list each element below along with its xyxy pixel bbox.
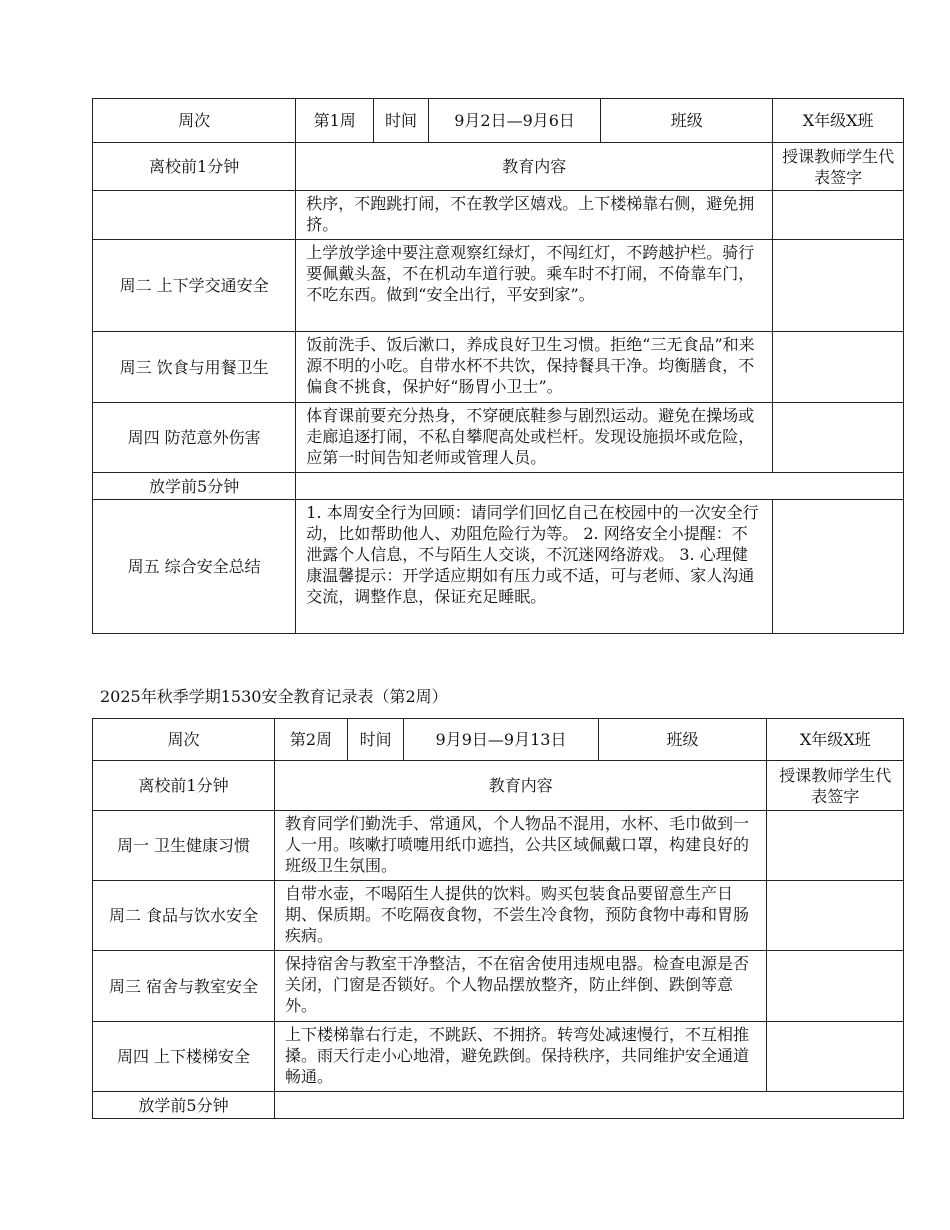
day-cell: 周四 防范意外伤害 [93,403,296,473]
signature-cell [773,240,904,332]
content-cell: 秩序，不跑跳打闹，不在教学区嬉戏。上下楼梯靠右侧，避免拥挤。 [296,191,773,240]
signature-cell [773,332,904,403]
table2-caption: 2025年秋季学期1530安全教育记录表（第2周） [100,687,448,706]
content-cell: 上学放学途中要注意观察红绿灯，不闯红灯，不跨越护栏。骑行要佩戴头盔，不在机动车道行驶。乘车时不打闹，不倚靠车门，不吃东西。做到“安全出行，平安到家”。 [296,240,773,332]
signature-header: 授课教师学生代表签字 [767,761,904,811]
content-cell: 上下楼梯靠右行走，不跳跃、不拥挤。转弯处减速慢行，不互相推搡。雨天行走小心地滑，避免跌倒。保持秩序，共同维护安全通道畅通。 [275,1022,767,1092]
content-cell: 教育同学们勤洗手、常通风，个人物品不混用，水杯、毛巾做到一人一用。咳嗽打喷嚏用纸巾遮挡，公共区域佩戴口罩，构建良好的班级卫生氛围。 [275,811,767,881]
content-cell: 1. 本周安全行为回顾：请同学们回忆自己在校园中的一次安全行动，比如帮助他人、劝阻危险行为等。 2. 网络安全小提醒：不泄露个人信息，不与陌生人交谈，不沉迷网络游戏。 3. 心理健康温馨提示：开学适应期如有压力或不适，可与老师、家人沟通交流，调整作息，保证充足睡眠。 [296,500,773,634]
subheader-row [93,761,904,811]
content-cell: 自带水壶，不喝陌生人提供的饮料。购买包装食品要留意生产日期、保质期。不吃隔夜食物，不尝生冷食物，预防食物中毒和胃肠疾病。 [275,881,767,951]
content-header: 教育内容 [296,143,773,191]
day-cell: 周三 饮食与用餐卫生 [93,332,296,403]
signature-cell [767,1022,904,1092]
week-value: 第1周 [296,99,374,143]
class-label: 班级 [598,719,767,761]
day-cell [93,191,296,240]
signature-cell [773,403,904,473]
safety-record-table-week2 [92,718,904,1119]
day-cell: 周五 综合安全总结 [93,500,296,634]
table-row [93,500,904,634]
table-row [93,403,904,473]
header-row [93,719,904,761]
before-leave-label: 离校前1分钟 [93,761,275,811]
table-row [93,811,904,881]
before-school-label: 放学前5分钟 [93,1092,275,1119]
day-cell: 周二 上下学交通安全 [93,240,296,332]
signature-cell [773,191,904,240]
time-label: 时间 [347,719,404,761]
class-value: X年级X班 [767,719,904,761]
time-value: 9月9日—9月13日 [404,719,598,761]
day-cell: 周一 卫生健康习惯 [93,811,275,881]
signature-cell [767,811,904,881]
header-row [93,99,904,143]
table-row [93,240,904,332]
before-school-empty [275,1092,904,1119]
week-label: 周次 [93,99,296,143]
safety-record-table-week1 [92,98,904,634]
before-school-empty [296,473,904,500]
content-cell: 体育课前要充分热身，不穿硬底鞋参与剧烈运动。避免在操场或走廊追逐打闹，不私自攀爬高处或栏杆。发现设施损坏或危险，应第一时间告知老师或管理人员。 [296,403,773,473]
signature-cell [773,500,904,634]
signature-header: 授课教师学生代表签字 [773,143,904,191]
time-value: 9月2日—9月6日 [429,99,601,143]
table-row [93,191,904,240]
content-cell: 保持宿舍与教室干净整洁，不在宿舍使用违规电器。检查电源是否关闭，门窗是否锁好。个人物品摆放整齐，防止绊倒、跌倒等意外。 [275,951,767,1022]
week-label: 周次 [93,719,275,761]
table-row [93,951,904,1022]
before-school-row [93,473,904,500]
table-row [93,881,904,951]
before-school-row [93,1092,904,1119]
table-row [93,332,904,403]
content-header: 教育内容 [275,761,767,811]
time-label: 时间 [374,99,429,143]
signature-cell [767,951,904,1022]
class-value: X年级X班 [773,99,904,143]
signature-cell [767,881,904,951]
before-school-label: 放学前5分钟 [93,473,296,500]
day-cell: 周二 食品与饮水安全 [93,881,275,951]
day-cell: 周三 宿舍与教室安全 [93,951,275,1022]
before-leave-label: 离校前1分钟 [93,143,296,191]
week-value: 第2周 [275,719,348,761]
content-cell: 饭前洗手、饭后漱口，养成良好卫生习惯。拒绝“三无食品”和来源不明的小吃。自带水杯不共饮，保持餐具干净。均衡膳食，不偏食不挑食，保护好“肠胃小卫士”。 [296,332,773,403]
table-row [93,1022,904,1092]
day-cell: 周四 上下楼梯安全 [93,1022,275,1092]
subheader-row [93,143,904,191]
class-label: 班级 [601,99,773,143]
